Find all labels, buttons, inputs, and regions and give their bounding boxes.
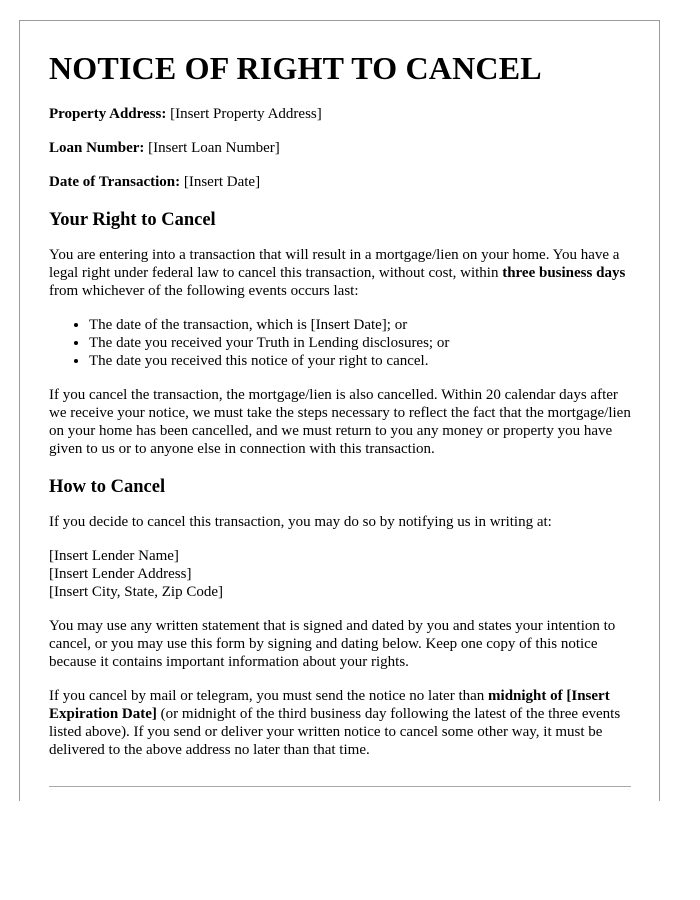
intro-text-2: from whichever of the following events occurs last:: [49, 283, 359, 299]
deadline-text-2: (or midnight of the third business day following the latest of the three events listed above). If you send or deliver your written notice to cancel some other way, it must be delivered to the above address no later than that time.: [49, 706, 621, 758]
intro-bold-text: three business days: [502, 265, 626, 281]
events-list: [49, 316, 631, 370]
list-item: • The date you received your Truth in Lending disclosures; or: [89, 334, 631, 352]
right-to-cancel-heading: Your Right to Cancel: [49, 210, 216, 230]
loan-number-value: [Insert Loan Number]: [148, 140, 280, 156]
property-address-field: [49, 105, 631, 123]
written-statement-paragraph: You may use any written statement that is signed and dated by you and states your intention to cancel, or you may use this form by signing and dating below. Keep one copy of this notice because it contains important information about your rights.: [49, 618, 616, 670]
right-to-cancel-intro: [49, 246, 631, 300]
transaction-date-label: Date of Transaction:: [49, 174, 181, 190]
lender-name: [Insert Lender Name]: [49, 548, 179, 564]
loan-number-label: Loan Number:: [49, 140, 145, 156]
list-item: • The date of the transaction, which is [Insert Date]; or: [89, 316, 631, 334]
lender-address-block: [49, 547, 631, 601]
notice-document: [19, 20, 660, 801]
property-address-value: [Insert Property Address]: [170, 106, 322, 122]
lender-city-state-zip: [Insert City, State, Zip Code]: [49, 584, 223, 600]
deadline-bold-text: midnight of [Insert Expiration Date]: [49, 688, 610, 722]
document-title: NOTICE OF RIGHT TO CANCEL: [49, 50, 542, 86]
how-to-cancel-heading: How to Cancel: [49, 477, 166, 497]
cancellation-effect-paragraph: If you cancel the transaction, the mortgage/lien is also cancelled. Within 20 calendar days after we receive your notice, we must take the steps necessary to reflect the fact that the mortgage/lien on your home has been cancelled, and we must return to you any money or property you have given to us or to anyone else in connection with this transaction.: [49, 387, 631, 457]
lender-address: [Insert Lender Address]: [49, 566, 192, 582]
loan-number-field: [49, 139, 631, 157]
transaction-date-value: [Insert Date]: [183, 174, 261, 190]
deadline-paragraph: [49, 687, 631, 759]
intro-text-1: You are entering into a transaction that will result in a mortgage/lien on your home. You have a legal right under federal law to cancel this transaction, without cost, within: [49, 247, 620, 281]
horizontal-divider: [49, 786, 631, 787]
property-address-label: Property Address:: [49, 106, 167, 122]
how-to-cancel-intro: If you decide to cancel this transaction, you may do so by notifying us in writing at:: [49, 514, 552, 530]
transaction-date-field: [49, 173, 631, 191]
deadline-text-1: If you cancel by mail or telegram, you must send the notice no later than: [49, 688, 489, 704]
list-item: • The date you received this notice of your right to cancel.: [89, 352, 631, 370]
